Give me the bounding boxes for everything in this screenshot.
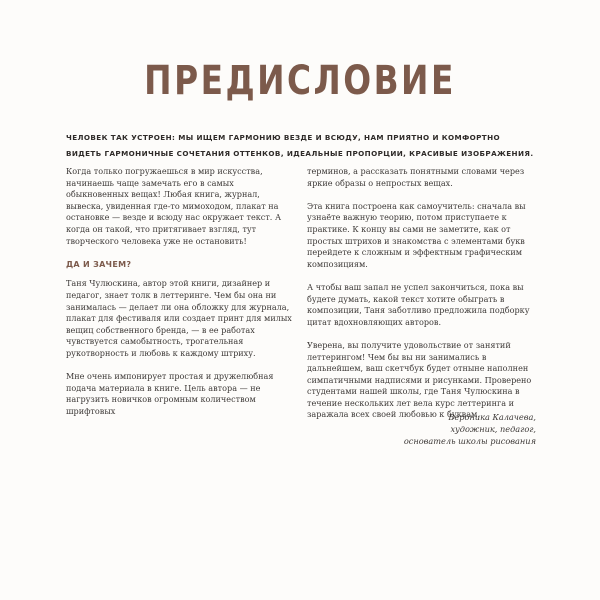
signature-org: основатель школы рисования [403, 435, 536, 446]
page-title: ПРЕДИСЛОВИЕ [144, 58, 456, 104]
right-paragraph-2: Эта книга построена как самоучитель: сначала вы узнаёте важную теорию, потом приступаете к практике. К концу вы сами не заметите, как от простых штрихов и знакомства с элементами букв перейдете к сложным и эффектным графическим композициям. [307, 200, 526, 269]
signature [404, 412, 536, 447]
right-paragraph-3: А чтобы ваш запал не успел закончиться, пока вы будете думать, какой текст хотите обыграть в композиции, Таня заботливо предложила подборку цитат вдохновляющих авторов. [307, 281, 530, 327]
signature-role: художник, педагог, [450, 423, 536, 434]
left-column [66, 166, 294, 429]
left-paragraph-1: Когда только погружаешься в мир искусства, начинаешь чаще замечать его в самых обыкновенных вещах! Любая книга, журнал, вывеска, увиденная где-то мимоходом, плакат на остановке — везде и всюду нас окружает текст. А когда он такой, что притягивает взгляд, тут творческого человека уже не остановить! [66, 166, 282, 246]
right-paragraph-1: терминов, а рассказать понятными словами через яркие образы о непростых вещах. [307, 166, 525, 188]
right-paragraph-4: Уверена, вы получите удовольствие от занятий леттерингом! Чем бы вы ни занимались в дальнейшем, ваш скетчбук будет отныне наполнен симпатичными надписями и рисунками. Проверено студентами нашей школы, где Таня Чулюскина в течение нескольких лет вела курс леттеринга и заражала всех своей любовью к буквам. [307, 339, 532, 420]
lead-paragraph: ЧЕЛОВЕК ТАК УСТРОЕН: МЫ ИЩЕМ ГАРМОНИЮ ВЕЗДЕ И ВСЮДУ, НАМ ПРИЯТНО И КОМФОРТНО ВИДЕТЬ ГАРМОНИЧНЫЕ СОЧЕТАНИЯ ОТТЕНКОВ, ИДЕАЛЬНЫЕ ПРОПОРЦИИ, КРАСИВЫЕ ИЗОБРАЖЕНИЯ. [66, 133, 534, 158]
signature-name: Вероника Калачева, [448, 412, 536, 422]
right-column [307, 166, 535, 433]
section-heading: ДА И ЗАЧЕМ? [66, 259, 132, 269]
left-paragraph-3: Мне очень импонирует простая и дружелюбная подача материала в книге. Цель автора — не нагрузить новичков огромным количеством шрифтовых [66, 371, 274, 416]
left-paragraph-2: Таня Чулюскина, автор этой книги, дизайнер и педагог, знает толк в леттеринге. Чем бы она ни занималась — делает ли она обложку для журнала, плакат для фестиваля или создает принт для милых вещиц собственного бренда, — в ее работах чувствуется самобытность, трогательная рукотворность и любовь к каждому штриху. [66, 278, 292, 358]
